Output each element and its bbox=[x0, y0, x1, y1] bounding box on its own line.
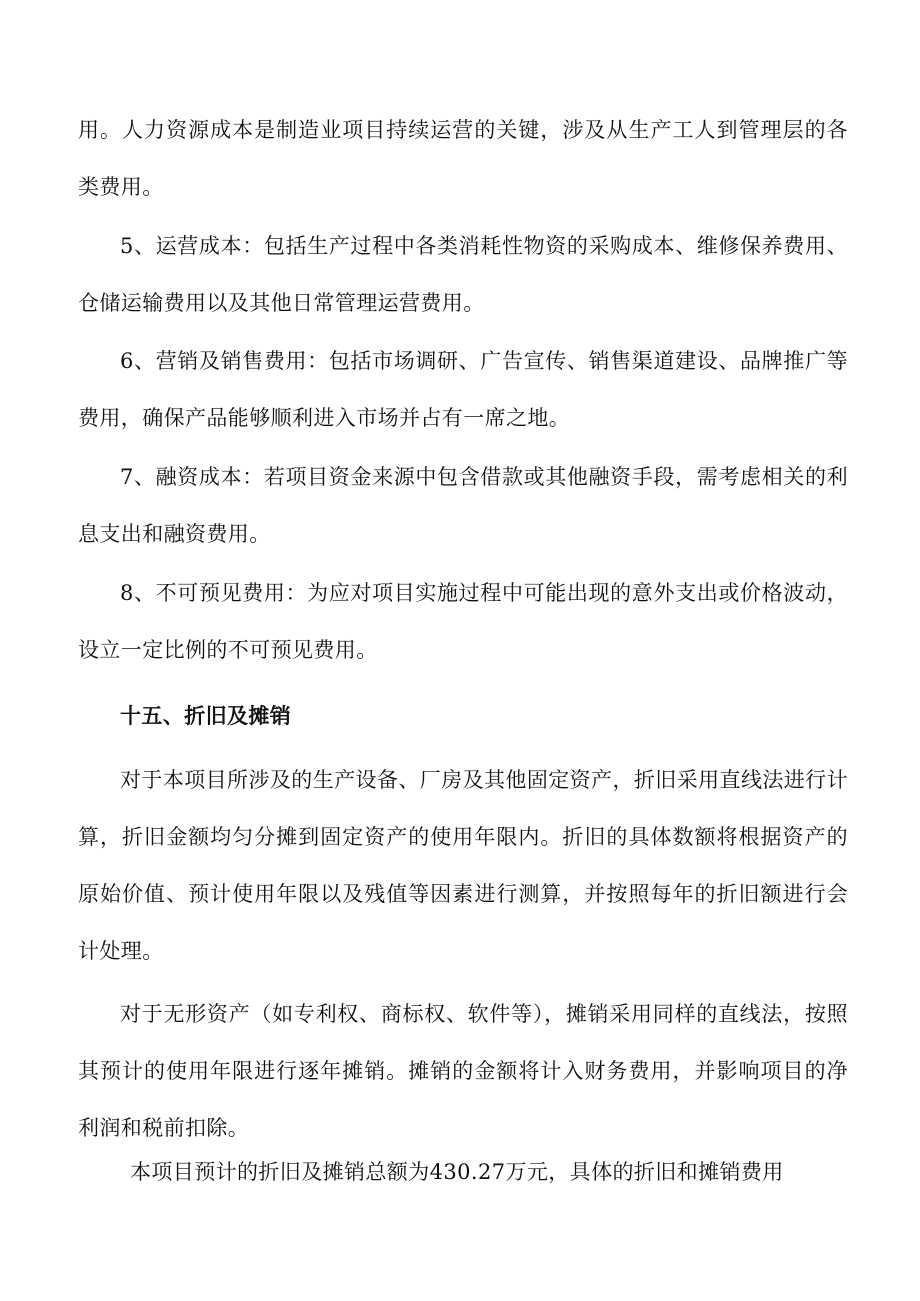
paragraph-operating-cost: 5、运营成本：包括生产过程中各类消耗性物资的采购成本、维修保养费用、仓储运输费用以及其他日常管理运营费用。 bbox=[78, 234, 848, 315]
paragraph-labor-cost-continued: 用。人力资源成本是制造业项目持续运营的关键，涉及从生产工人到管理层的各类费用。 bbox=[78, 118, 848, 199]
paragraph-marketing-cost: 6、营销及销售费用：包括市场调研、广告宣传、销售渠道建设、品牌推广等费用，确保产品能够顺利进入市场并占有一席之地。 bbox=[78, 349, 848, 430]
paragraph-amortization: 对于无形资产（如专利权、商标权、软件等），摊销采用同样的直线法，按照其预计的使用年限进行逐年摊销。摊销的金额将计入财务费用，并影响项目的净利润和税前扣除。 bbox=[78, 1002, 848, 1140]
paragraph-financing-cost: 7、融资成本：若项目资金来源中包含借款或其他融资手段，需考虑相关的利息支出和融资费用。 bbox=[78, 465, 848, 546]
paragraph-depreciation: 对于本项目所涉及的生产设备、厂房及其他固定资产，折旧采用直线法进行计算，折旧金额均匀分摊到固定资产的使用年限内。折旧的具体数额将根据资产的原始价值、预计使用年限以及残值等因素进行测算，并按照每年的折旧额进行会计处理。 bbox=[78, 768, 848, 963]
paragraph-total-amount: 本项目预计的折旧及摊销总额为430.27万元，具体的折旧和摊销费用 bbox=[130, 1160, 784, 1184]
paragraph-contingency-cost: 8、不可预见费用：为应对项目实施过程中可能出现的意外支出或价格波动，设立一定比例的不可预见费用。 bbox=[78, 581, 848, 662]
section-heading-depreciation: 十五、折旧及摊销 bbox=[120, 704, 292, 728]
